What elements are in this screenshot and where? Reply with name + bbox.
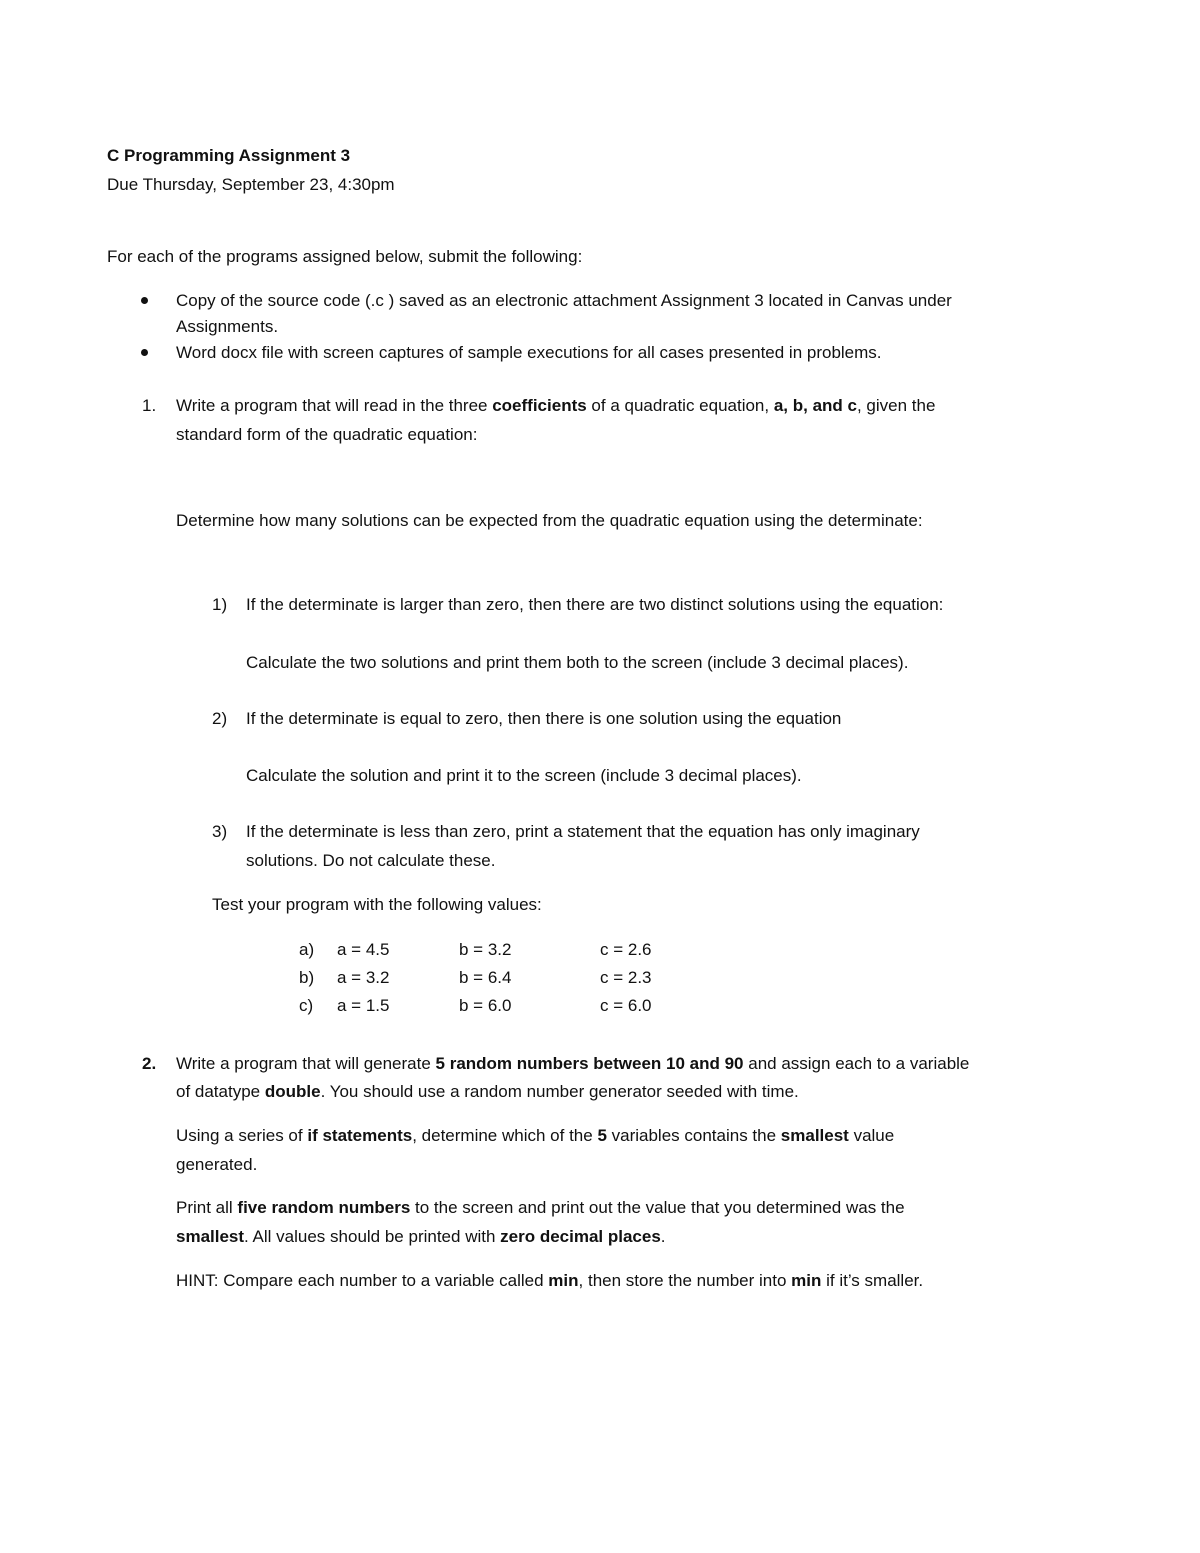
test-c-label: c) — [299, 996, 314, 1015]
problem-2-line2: of datatype double. You should use a random number generator seeded with time. — [176, 1082, 799, 1101]
case-3-text2: solutions. Do not calculate these. — [246, 851, 496, 870]
problem-1-line2: standard form of the quadratic equation: — [176, 425, 478, 444]
case-1-number: 1) — [212, 595, 228, 614]
case-2-number: 2) — [212, 709, 228, 728]
test-a-label: a) — [299, 940, 315, 959]
document-title: C Programming Assignment 3 — [107, 146, 351, 165]
problem-2-para2-line2: generated. — [176, 1155, 258, 1174]
bullet-icon — [141, 297, 148, 304]
case-2-text: If the determinate is equal to zero, then there is one solution using the equation — [246, 709, 842, 728]
test-a-c: c = 2.6 — [600, 940, 652, 959]
test-intro: Test your program with the following values: — [212, 895, 542, 914]
test-a-b: b = 3.2 — [459, 940, 512, 959]
bullet-2-line1: Word docx file with screen captures of sample executions for all cases presented in problems. — [176, 343, 882, 362]
determine-text: Determine how many solutions can be expected from the quadratic equation using the determinate: — [176, 511, 923, 530]
problem-2-line1: Write a program that will generate 5 random numbers between 10 and 90 and assign each to a variable — [176, 1054, 970, 1073]
bullet-1-line1: Copy of the source code (.c ) saved as an electronic attachment Assignment 3 located in Canvas under — [176, 291, 952, 310]
test-b-c: c = 2.3 — [600, 968, 652, 987]
intro-text: For each of the programs assigned below, submit the following: — [107, 247, 583, 266]
test-b-b: b = 6.4 — [459, 968, 512, 987]
case-1-calc: Calculate the two solutions and print them both to the screen (include 3 decimal places). — [246, 653, 909, 672]
case-2-calc: Calculate the solution and print it to the screen (include 3 decimal places). — [246, 766, 802, 785]
test-c-c: c = 6.0 — [600, 996, 652, 1015]
problem-1-number: 1. — [142, 396, 157, 415]
problem-2-hint: HINT: Compare each number to a variable called min, then store the number into min if it’s smaller. — [176, 1271, 924, 1290]
problem-2-para3-line2: smallest. All values should be printed with zero decimal places. — [176, 1227, 666, 1246]
test-b-a: a = 3.2 — [337, 968, 390, 987]
bullet-1-line2: Assignments. — [176, 317, 279, 336]
test-c-a: a = 1.5 — [337, 996, 390, 1015]
case-1-text: If the determinate is larger than zero, then there are two distinct solutions using the equation: — [246, 595, 944, 614]
problem-1-line1: Write a program that will read in the three coefficients of a quadratic equation, a, b, and c, given the — [176, 396, 936, 415]
test-a-a: a = 4.5 — [337, 940, 390, 959]
test-b-label: b) — [299, 968, 315, 987]
due-date: Due Thursday, September 23, 4:30pm — [107, 175, 395, 194]
problem-2-para2-line1: Using a series of if statements, determine which of the 5 variables contains the smallest value — [176, 1126, 895, 1145]
case-3-text: If the determinate is less than zero, print a statement that the equation has only imaginary — [246, 822, 920, 841]
bullet-icon — [141, 349, 148, 356]
problem-2-para3-line1: Print all five random numbers to the screen and print out the value that you determined was the — [176, 1198, 905, 1217]
problem-2-number: 2. — [142, 1054, 157, 1073]
case-3-number: 3) — [212, 822, 228, 841]
test-c-b: b = 6.0 — [459, 996, 512, 1015]
